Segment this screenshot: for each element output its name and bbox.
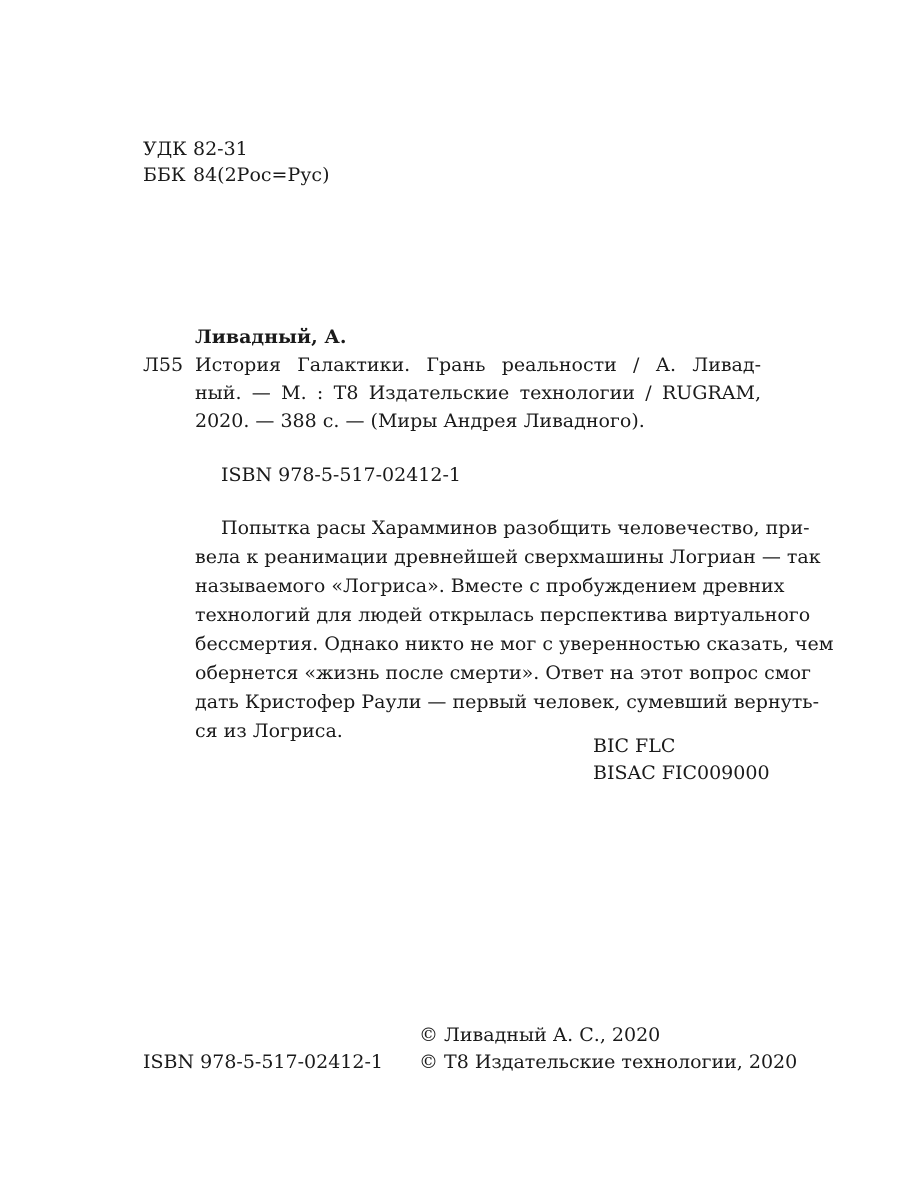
- annotation: [195, 514, 834, 746]
- author-heading: Ливадный, А.: [195, 326, 347, 348]
- annotation-line: ся из Логриса.: [195, 720, 343, 742]
- bibliographic-reference: [195, 351, 761, 435]
- bbk-label: ББК: [143, 164, 186, 186]
- udk-value: 82-31: [193, 138, 248, 160]
- udk-line: [143, 140, 248, 159]
- annotation-line: технологий для людей открылась перспектива виртуального: [195, 604, 811, 626]
- annotation-line: Попытка расы Харамминов разобщить человечество, при-: [221, 517, 810, 539]
- bic-code: BIC FLC: [593, 735, 676, 757]
- annotation-line: вела к реанимации древнейшей сверхмашины Логриан — так: [195, 546, 821, 568]
- bbk-line: [143, 166, 329, 185]
- reference-line: ный. — М. : Т8 Издательские технологии / RUGRAM,: [195, 382, 761, 404]
- copyright-publisher: © Т8 Издательские технологии, 2020: [419, 1051, 798, 1073]
- annotation-line: обернется «жизнь после смерти». Ответ на этот вопрос смог: [195, 662, 811, 684]
- copyright-author: © Ливадный А. С., 2020: [419, 1024, 661, 1046]
- footer-isbn: ISBN 978-5-517-02412-1: [143, 1051, 383, 1073]
- reference-line: История Галактики. Грань реальности / А. Ливад-: [195, 354, 761, 376]
- udk-label: УДК: [143, 138, 187, 160]
- author-code: Л55: [143, 354, 184, 376]
- bbk-value: 84(2Рос=Рус): [193, 164, 330, 186]
- annotation-line: дать Кристофер Раули — первый человек, сумевший вернуть-: [195, 691, 820, 713]
- bisac-code: BISAC FIC009000: [593, 762, 770, 784]
- annotation-line: бессмертия. Однако никто не мог с уверенностью сказать, чем: [195, 633, 834, 655]
- annotation-line: называемого «Логриса». Вместе с пробуждением древних: [195, 575, 785, 597]
- reference-line: 2020. — 388 с. — (Миры Андрея Ливадного).: [195, 410, 645, 432]
- record-isbn: ISBN 978-5-517-02412-1: [221, 464, 461, 486]
